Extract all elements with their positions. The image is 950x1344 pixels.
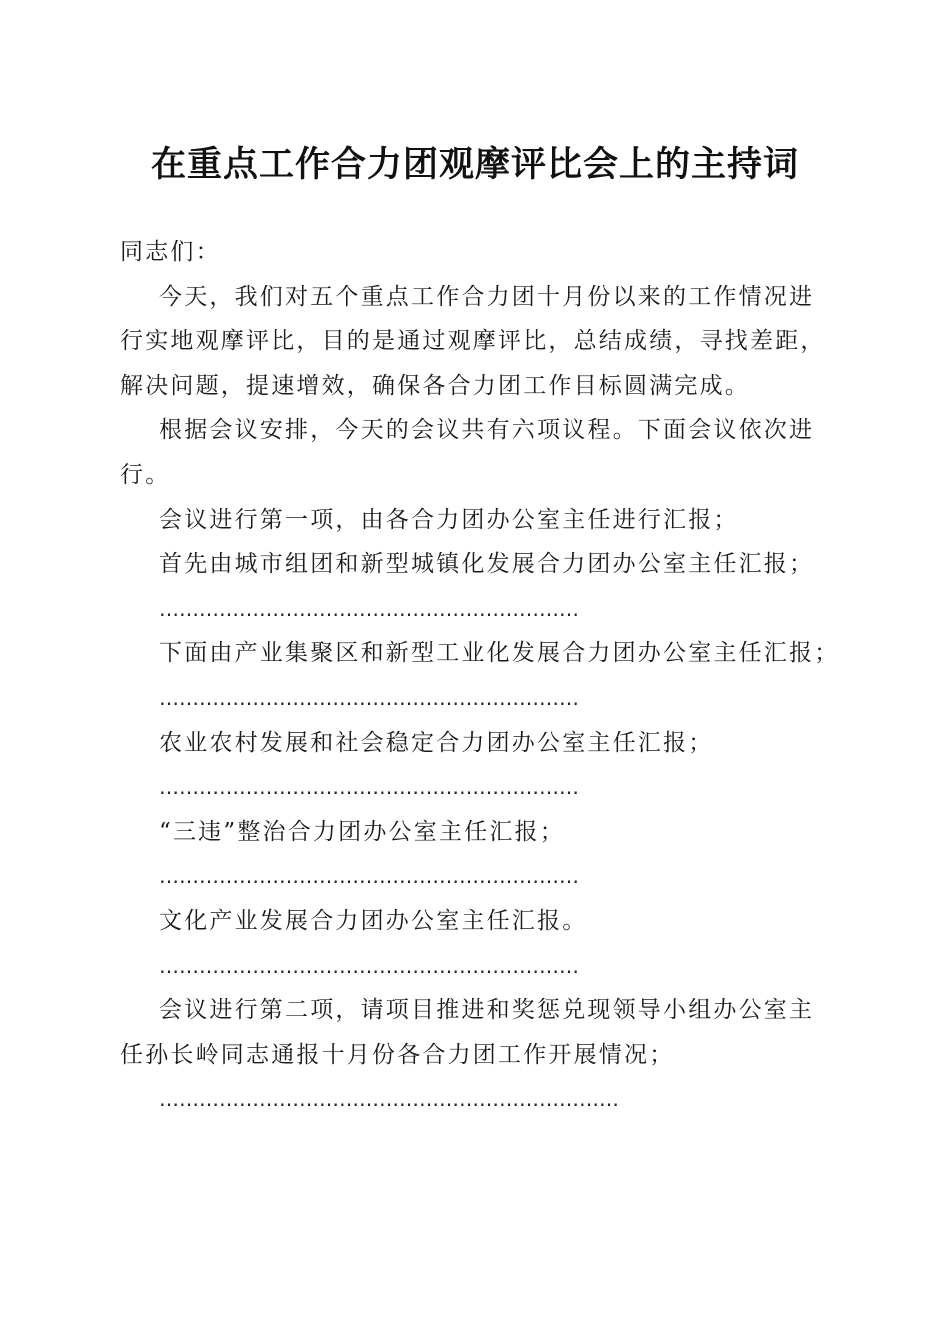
- paragraph-1-line-1: 今天，我们对五个重点工作合力团十月份以来的工作情况进: [159, 283, 815, 310]
- paragraph-2-line-2: 行。: [120, 461, 171, 488]
- report-2: 下面由产业集聚区和新型工业化发展合力团办公室主任汇报；: [159, 640, 840, 667]
- paragraph-1-line-2: 行实地观摩评比，目的是通过观摩评比，总结成绩，寻找差距，: [120, 328, 826, 355]
- report-3: 农业农村发展和社会稳定合力团办公室主任汇报；: [159, 729, 714, 756]
- agenda-item-2-line-1: 会议进行第二项，请项目推进和奖惩兑现领导小组办公室主: [159, 997, 815, 1024]
- ellipsis-4: ………………………………………………………: [159, 864, 579, 889]
- document-body: [120, 230, 840, 1122]
- paragraph-1-line-3: 解决问题，提速增效，确保各合力团工作目标圆满完成。: [120, 372, 750, 399]
- ellipsis-5: ………………………………………………………: [159, 953, 579, 978]
- document-title: 在重点工作合力团观摩评比会上的主持词: [150, 144, 799, 185]
- report-5: 文化产业发展合力团办公室主任汇报。: [159, 907, 588, 934]
- ellipsis-3: ………………………………………………………: [159, 775, 579, 800]
- salutation: 同志们：: [120, 239, 221, 265]
- ellipsis-6: ……………………………………………………………: [159, 1087, 619, 1112]
- ellipsis-2: ………………………………………………………: [159, 685, 579, 710]
- ellipsis-1: ………………………………………………………: [159, 596, 579, 621]
- agenda-item-1-intro: 会议进行第一项，由各合力团办公室主任进行汇报；: [159, 506, 739, 533]
- agenda-item-2-line-2: 任孙长岭同志通报十月份各合力团工作开展情况；: [120, 1041, 675, 1068]
- report-1: 首先由城市组团和新型城镇化发展合力团办公室主任汇报；: [159, 551, 815, 578]
- paragraph-2-line-1: 根据会议安排，今天的会议共有六项议程。下面会议依次进: [159, 417, 815, 444]
- report-4: “三违”整治合力团办公室主任汇报；: [159, 818, 565, 845]
